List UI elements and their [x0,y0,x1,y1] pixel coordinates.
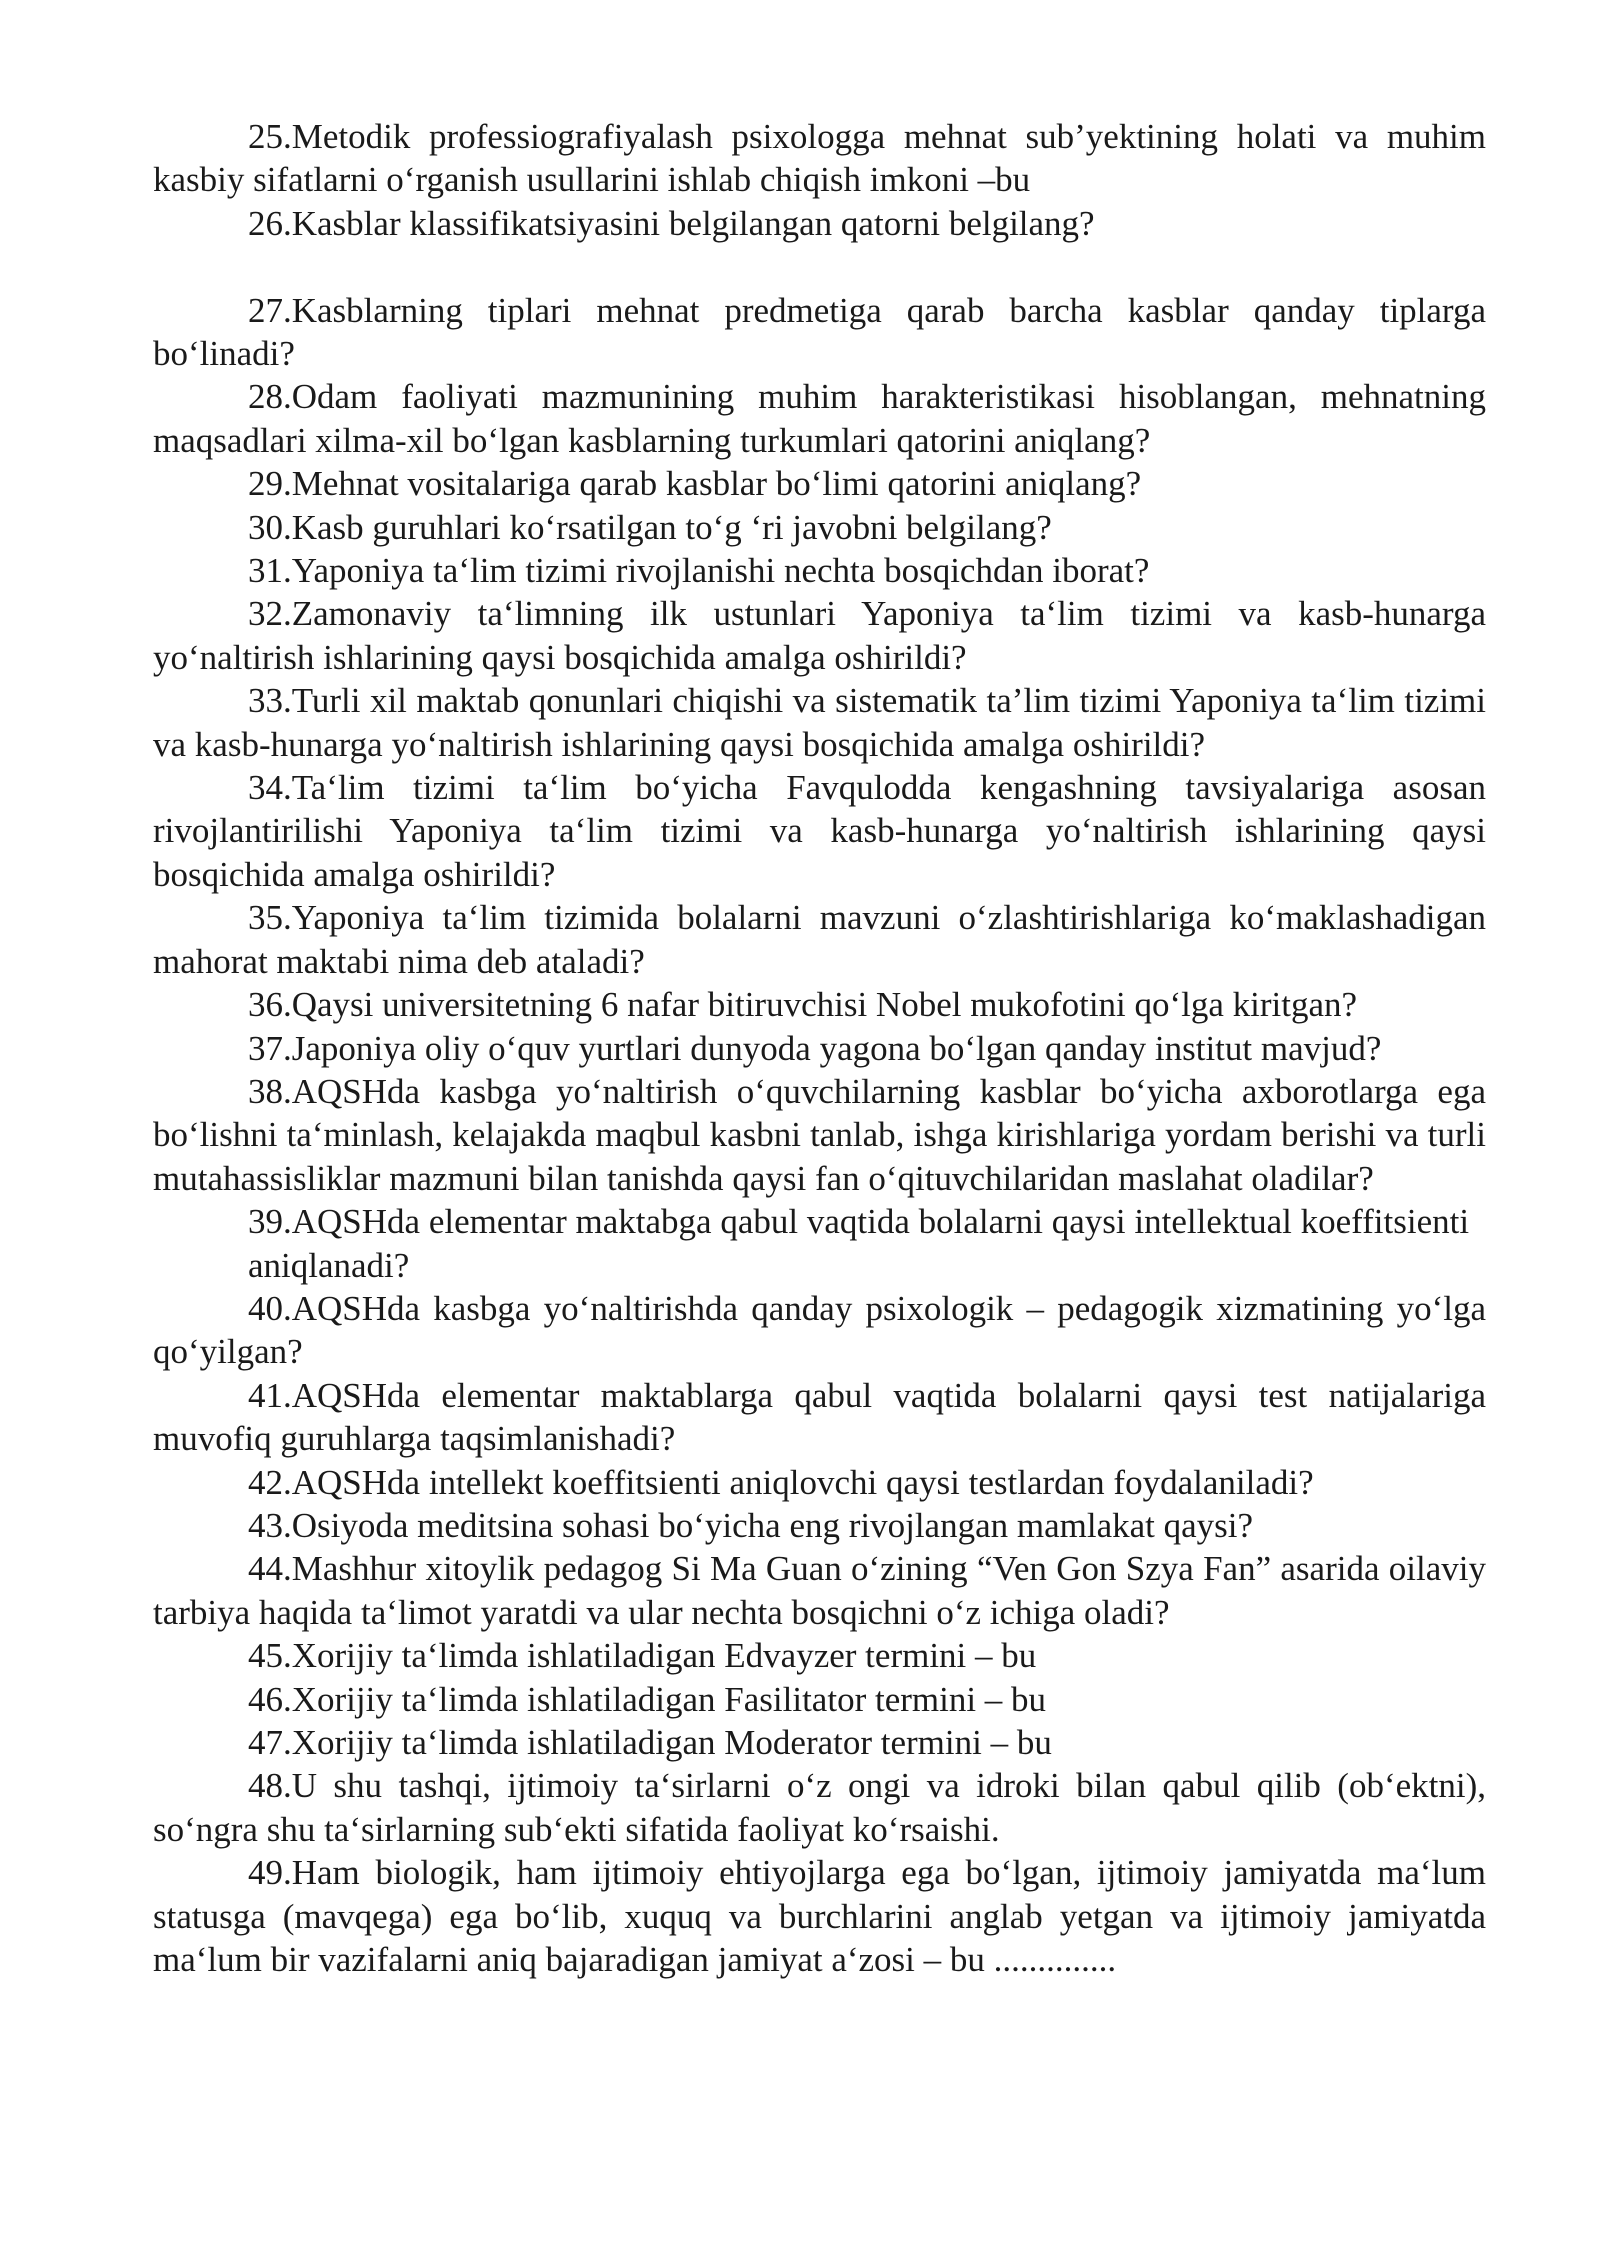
question-40: 40.AQSHda kasbga yo‘naltirishda qanday psixologik – pedagogik xizmatining yo‘lga qo‘yilgan? [153,1288,1486,1372]
question-43: 43.Osiyoda meditsina sohasi bo‘yicha eng rivojlangan mamlakat qaysi? [248,1505,1254,1545]
question-35: 35.Yaponiya ta‘lim tizimida bolalarni mavzuni o‘zlashtirishlariga ko‘maklashadigan mahorat maktabi nima deb ataladi? [153,898,1486,981]
question-42: 42.AQSHda intellekt koeffitsienti aniqlovchi qaysi testlardan foydalaniladi? [248,1462,1314,1502]
question-30: 30.Kasb guruhlari ko‘rsatilgan to‘g ‘ri javobni belgilang? [248,507,1052,547]
question-45: 45.Xorijiy ta‘limda ishlatiladigan Edvayzer termini – bu [248,1636,1037,1676]
question-39-continuation: aniqlanadi? [248,1245,410,1285]
question-32: 32.Zamonaviy ta‘limning ilk ustunlari Yaponiya ta‘lim tizimi va kasb-hunarga yo‘naltirish ishlarining qaysi bosqichida amalga oshirildi? [153,594,1486,677]
question-37: 37.Japoniya oliy o‘quv yurtlari dunyoda yagona bo‘lgan qanday institut mavjud? [248,1028,1382,1068]
question-27: 27.Kasblarning tiplari mehnat predmetiga qarab barcha kasblar qanday tiplarga bo‘linadi? [153,290,1486,374]
question-47: 47.Xorijiy ta‘limda ishlatiladigan Moderator termini – bu [248,1723,1052,1763]
question-33: 33.Turli xil maktab qonunlari chiqishi va sistematik ta’lim tizimi Yaponiya ta‘lim tizimi va kasb-hunarga yo‘naltirish ishlarining qaysi bosqichida amalga oshirildi? [153,681,1486,764]
question-28: 28.Odam faoliyati mazmunining muhim harakteristikasi hisoblangan, mehnatning maqsadlari xilma-xil bo‘lgan kasblarning turkumlari qatorini aniqlang? [153,377,1486,460]
question-39: 39.AQSHda elementar maktabga qabul vaqtida bolalarni qaysi intellektual koeffitsienti [248,1202,1470,1242]
question-38: 38.AQSHda kasbga yo‘naltirish o‘quvchilarning kasblar bo‘yicha axborotlarga ega bo‘lishni ta‘minlash, kelajakda maqbul kasbni tanlab, ishga kirishlariga yordam berishi va turli mutahassisliklar mazmuni bilan tanishda qaysi fan o‘qituvchilaridan maslahat oladilar? [153,1071,1486,1198]
document-page [153,115,1486,1981]
question-26: 26.Kasblar klassifikatsiyasini belgilangan qatorni belgilang? [248,203,1095,243]
question-48: 48.U shu tashqi, ijtimoiy ta‘sirlarni o‘z ongi va idroki bilan qabul qilib (ob‘ektni), so‘ngra shu ta‘sirlarning sub‘ekti sifatida faoliyat ko‘rsaishi. [153,1766,1486,1849]
question-36: 36.Qaysi universitetning 6 nafar bitiruvchisi Nobel mukofotini qo‘lga kiritgan? [248,985,1358,1025]
question-25: 25.Metodik professiografiyalash psixologga mehnat sub’yektining holati va muhim kasbiy sifatlarni o‘rganish usullarini ishlab chiqish imkoni –bu [153,117,1486,200]
question-46: 46.Xorijiy ta‘limda ishlatiladigan Fasilitator termini – bu [248,1679,1047,1719]
question-34: 34.Ta‘lim tizimi ta‘lim bo‘yicha Favqulodda kengashning tavsiyalariga asosan rivojlantirilishi Yaponiya ta‘lim tizimi va kasb-hunarga yo‘naltirish ishlarining qaysi bosqichida amalga oshirildi? [153,768,1486,894]
question-29: 29.Mehnat vositalariga qarab kasblar bo‘limi qatorini aniqlang? [248,464,1142,504]
question-49: 49.Ham biologik, ham ijtimoiy ehtiyojlarga ega bo‘lgan, ijtimoiy jamiyatda ma‘lum statusga (mavqega) ega bo‘lib, xuquq va burchlarini anglab yetgan va ijtimoiy jamiyatda ma‘lum bir vazifalarni aniq bajaradigan jamiyat a‘zosi – bu .............. [153,1853,1486,1980]
blank-line [153,245,1486,288]
question-31: 31.Yaponiya ta‘lim tizimi rivojlanishi nechta bosqichdan iborat? [248,551,1150,591]
question-41: 41.AQSHda elementar maktablarga qabul vaqtida bolalarni qaysi test natijalariga muvofiq guruhlarga taqsimlanishadi? [153,1375,1486,1459]
question-44: 44.Mashhur xitoylik pedagog Si Ma Guan o‘zining “Ven Gon Szya Fan” asarida oilaviy tarbiya haqida ta‘limot yaratdi va ular nechta bosqichni o‘z ichiga oladi? [153,1549,1486,1632]
